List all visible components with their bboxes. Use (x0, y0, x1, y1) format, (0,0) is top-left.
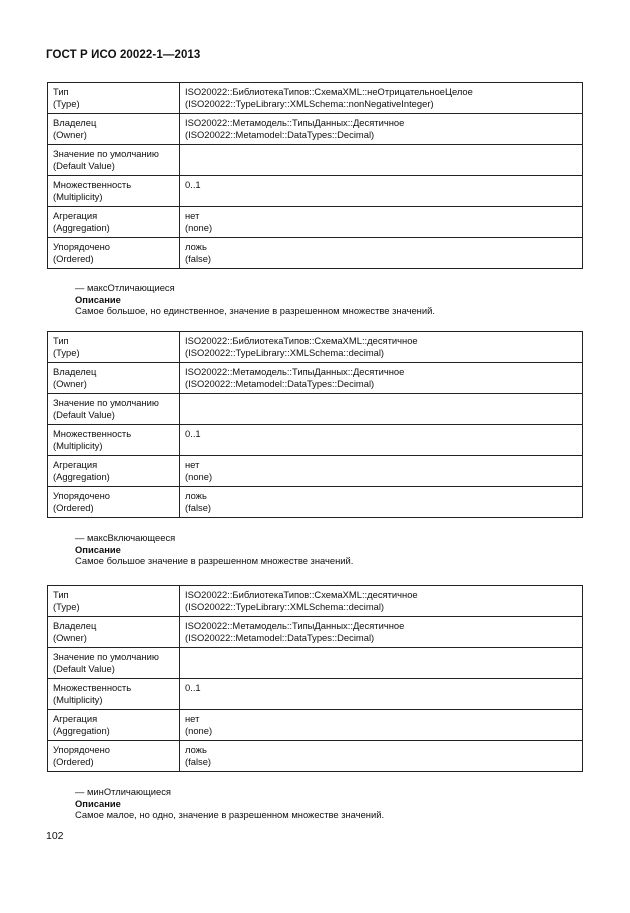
property-label-ru: Тип (53, 335, 69, 346)
property-label-en: (Default Value) (53, 663, 115, 674)
property-value-cell (180, 741, 583, 772)
table-row (48, 425, 583, 456)
property-value-en: (none) (185, 471, 213, 482)
property-label-en: (Ordered) (53, 502, 94, 513)
property-label-en: (Multiplicity) (53, 694, 103, 705)
property-label-ru: Владелец (53, 366, 97, 377)
property-value-ru: нет (185, 459, 200, 470)
property-value-cell (180, 145, 583, 176)
property-value-cell (180, 425, 583, 456)
attribute-name: — минОтличающиеся (75, 786, 171, 797)
property-value-cell (180, 207, 583, 238)
property-label-en: (Type) (53, 98, 80, 109)
property-label-cell (48, 648, 180, 679)
description-heading: Описание (75, 293, 121, 305)
property-label-cell (48, 487, 180, 518)
property-value-en: (ISO20022::TypeLibrary::XMLSchema::decimal) (185, 347, 385, 358)
property-label-cell (48, 238, 180, 269)
property-value-en: (ISO20022::TypeLibrary::XMLSchema::decimal) (185, 601, 385, 612)
property-label-ru: Агрегация (53, 459, 98, 470)
property-label-en: (Ordered) (53, 253, 94, 264)
attribute-table-3 (47, 585, 583, 772)
property-value-cell (180, 710, 583, 741)
property-label-cell (48, 425, 180, 456)
table-row (48, 238, 583, 269)
description-text: Самое малое, но одно, значение в разрешенном множестве значений. (75, 809, 385, 820)
property-label-ru: Упорядочено (53, 241, 110, 252)
property-label-cell (48, 363, 180, 394)
table-row (48, 741, 583, 772)
property-value-ru: нет (185, 713, 200, 724)
property-label-cell (48, 332, 180, 363)
property-value-en: (ISO20022::Metamodel::DataTypes::Decimal) (185, 632, 375, 643)
property-label-ru: Агрегация (53, 210, 98, 221)
property-label-ru: Значение по умолчанию (53, 148, 159, 159)
property-label-ru: Значение по умолчанию (53, 651, 159, 662)
property-value-cell (180, 394, 583, 425)
property-label-ru: Тип (53, 589, 69, 600)
table-row (48, 679, 583, 710)
property-value-en: (false) (185, 502, 212, 513)
property-value-cell (180, 456, 583, 487)
description-text: Самое большое значение в разрешенном множестве значений. (75, 555, 354, 566)
property-label-en: (Owner) (53, 632, 87, 643)
property-value-ru: 0..1 (185, 428, 201, 439)
property-label-cell (48, 456, 180, 487)
property-label-ru: Владелец (53, 117, 97, 128)
property-label-en: (Multiplicity) (53, 440, 103, 451)
table-row (48, 456, 583, 487)
property-value-en: (false) (185, 756, 212, 767)
property-label-cell (48, 176, 180, 207)
property-value-cell (180, 586, 583, 617)
property-value-en: (none) (185, 222, 213, 233)
table-row (48, 207, 583, 238)
property-label-en: (Default Value) (53, 409, 115, 420)
property-label-cell (48, 679, 180, 710)
property-value-cell (180, 679, 583, 710)
property-value-ru: 0..1 (185, 179, 201, 190)
property-value-ru: ISO20022::БиблиотекаТипов::СхемаXML::неОтрицательноеЦелое (185, 86, 473, 97)
attribute-table-2 (47, 331, 583, 518)
property-value-cell (180, 238, 583, 269)
property-value-cell (180, 487, 583, 518)
property-value-ru: ISO20022::БиблиотекаТипов::СхемаXML::десятичное (185, 335, 418, 346)
property-value-en: (ISO20022::Metamodel::DataTypes::Decimal) (185, 129, 375, 140)
attribute-name: — максОтличающиеся (75, 282, 175, 293)
attribute-table-1 (47, 82, 583, 269)
property-label-en: (Aggregation) (53, 471, 110, 482)
property-label-cell (48, 207, 180, 238)
property-value-ru: ISO20022::БиблиотекаТипов::СхемаXML::десятичное (185, 589, 418, 600)
property-label-ru: Упорядочено (53, 744, 110, 755)
property-value-cell (180, 176, 583, 207)
property-label-ru: Множественность (53, 179, 132, 190)
table-row (48, 617, 583, 648)
table-row (48, 145, 583, 176)
property-value-ru: ложь (185, 241, 207, 252)
property-value-cell (180, 114, 583, 145)
table-row (48, 176, 583, 207)
property-label-cell (48, 741, 180, 772)
property-value-en: (ISO20022::TypeLibrary::XMLSchema::nonNegativeInteger) (185, 98, 434, 109)
description-heading: Описание (75, 543, 121, 555)
table-row (48, 394, 583, 425)
property-label-ru: Множественность (53, 682, 132, 693)
property-label-cell (48, 394, 180, 425)
property-value-ru: ложь (185, 744, 207, 755)
property-label-en: (Aggregation) (53, 222, 110, 233)
property-label-ru: Значение по умолчанию (53, 397, 159, 408)
property-label-en: (Type) (53, 601, 80, 612)
property-label-ru: Множественность (53, 428, 132, 439)
property-label-ru: Тип (53, 86, 69, 97)
property-label-cell (48, 586, 180, 617)
property-label-en: (Type) (53, 347, 80, 358)
property-value-ru: ISO20022::Метамодель::ТипыДанных::Десятичное (185, 117, 405, 128)
description-heading: Описание (75, 797, 121, 809)
page-number: 102 (46, 830, 64, 842)
property-value-en: (false) (185, 253, 212, 264)
description-text: Самое большое, но единственное, значение в разрешенном множестве значений. (75, 305, 435, 316)
property-label-ru: Упорядочено (53, 490, 110, 501)
table-row (48, 114, 583, 145)
property-value-ru: ложь (185, 490, 207, 501)
table-row (48, 487, 583, 518)
property-value-ru: ISO20022::Метамодель::ТипыДанных::Десятичное (185, 620, 405, 631)
attribute-description-2 (75, 532, 595, 567)
property-label-en: (Ordered) (53, 756, 94, 767)
property-value-cell (180, 363, 583, 394)
property-label-en: (Multiplicity) (53, 191, 103, 202)
property-label-en: (Default Value) (53, 160, 115, 171)
attribute-name: — максВключающееся (75, 532, 176, 543)
property-value-en: (none) (185, 725, 213, 736)
property-label-ru: Агрегация (53, 713, 98, 724)
property-value-cell (180, 617, 583, 648)
property-value-ru: 0..1 (185, 682, 201, 693)
property-label-en: (Aggregation) (53, 725, 110, 736)
property-value-cell (180, 648, 583, 679)
property-value-en: (ISO20022::Metamodel::DataTypes::Decimal) (185, 378, 375, 389)
property-label-cell (48, 114, 180, 145)
property-label-cell (48, 145, 180, 176)
table-row (48, 586, 583, 617)
property-value-cell (180, 332, 583, 363)
table-row (48, 363, 583, 394)
property-label-cell (48, 617, 180, 648)
attribute-description-3 (75, 786, 595, 821)
table-row (48, 332, 583, 363)
property-label-ru: Владелец (53, 620, 97, 631)
property-label-en: (Owner) (53, 129, 87, 140)
document-header: ГОСТ Р ИСО 20022-1—2013 (46, 49, 201, 61)
table-row (48, 83, 583, 114)
property-value-cell (180, 83, 583, 114)
property-value-ru: ISO20022::Метамодель::ТипыДанных::Десятичное (185, 366, 405, 377)
attribute-description-1 (75, 282, 595, 317)
property-value-ru: нет (185, 210, 200, 221)
property-label-cell (48, 83, 180, 114)
table-row (48, 648, 583, 679)
property-label-en: (Owner) (53, 378, 87, 389)
table-row (48, 710, 583, 741)
property-label-cell (48, 710, 180, 741)
